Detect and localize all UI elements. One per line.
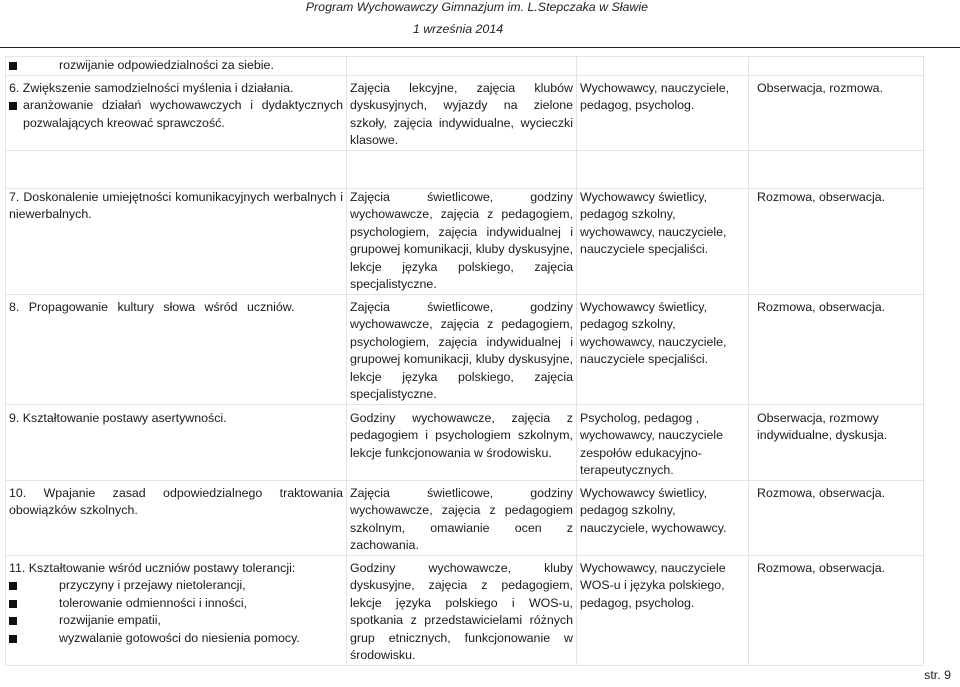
evaluation-cell (749, 555, 924, 665)
forms-cell (347, 188, 577, 294)
persons-cell (577, 404, 749, 480)
forms-text: Godziny wychowawcze, zajęcia z pedagogiem i psychologiem szkolnym, lekcje funkcjonowania w środowisku. (350, 410, 573, 460)
forms-cell (347, 404, 577, 480)
square-bullet-icon (9, 617, 17, 625)
persons-text: Wychowawcy, nauczyciele WOS-u i języka polskiego, pedagog, psycholog. (580, 560, 726, 610)
goal-title: 9. Kształtowanie postawy asertywności. (9, 410, 227, 425)
square-bullet-icon (9, 600, 17, 608)
header-title: Program Wychowawczy Gimnazjum im. L.Stepczaka w Sławie (305, 0, 648, 14)
table-row (6, 294, 924, 404)
square-bullet-icon (9, 635, 17, 643)
persons-text: Psycholog, pedagog , wychowawcy, nauczyciele zespołów edukacyjno-terapeutycznych. (580, 410, 724, 477)
goal-title: 6. Zwiększenie samodzielności myślenia i działania. (9, 80, 294, 95)
persons-text: Wychowawcy świetlicy, pedagog szkolny, nauczyciele, wychowawcy. (580, 485, 727, 535)
bullet-item (9, 630, 343, 648)
goal-title: 10. Wpajanie zasad odpowiedzialnego traktowania obowiązków szkolnych. (9, 485, 343, 517)
page-number: str. 9 (924, 668, 951, 682)
goal-bullet-text: tolerowanie odmienności i inności, (59, 595, 248, 610)
bullet-item (9, 612, 343, 630)
header-date: 1 września 2014 (412, 22, 504, 36)
evaluation-cell (749, 404, 924, 480)
table-row (6, 404, 924, 480)
forms-cell (347, 57, 577, 76)
bullet-item (9, 595, 343, 613)
bullet-item (9, 577, 343, 595)
evaluation-text: Obserwacja, rozmowy indywidualne, dyskusja. (757, 410, 888, 442)
persons-cell (577, 75, 749, 150)
square-bullet-icon (9, 62, 17, 70)
evaluation-cell (749, 188, 924, 294)
table-row (6, 480, 924, 555)
table-row (6, 188, 924, 294)
forms-cell (347, 75, 577, 150)
persons-cell (577, 57, 749, 76)
persons-cell (577, 188, 749, 294)
evaluation-cell (749, 75, 924, 150)
goal-title: 11. Kształtowanie wśród uczniów postawy tolerancji: (9, 560, 296, 575)
forms-cell (347, 294, 577, 404)
evaluation-cell (749, 480, 924, 555)
forms-text: Zajęcia świetlicowe, godziny wychowawcze, zajęcia z pedagogiem, psychologiem, zajęcia indywidualnej i grupowej komunikacji, kluby dyskusyjne, lekcje języka polskiego, zajęcia specjalistyczne. (350, 299, 573, 401)
goal-cell (6, 555, 347, 665)
forms-text: Zajęcia lekcyjne, zajęcia klubów dyskusyjnych, wyjazdy na zielone szkoły, zajęcia indywidualne, wycieczki klasowe. (350, 80, 573, 147)
evaluation-text: Rozmowa, obserwacja. (757, 560, 886, 575)
goal-bullet-text: aranżowanie działań wychowawczych i dydaktycznych pozwalających kreować sprawczość. (23, 98, 343, 130)
evaluation-cell (749, 294, 924, 404)
goal-text: rozwijanie odpowiedzialności za siebie. (59, 58, 274, 72)
evaluation-text: Rozmowa, obserwacja. (757, 189, 886, 204)
square-bullet-icon (9, 102, 17, 110)
header-divider (0, 47, 960, 48)
goal-cell (6, 188, 347, 294)
forms-cell (347, 555, 577, 665)
goal-cell (6, 404, 347, 480)
forms-cell (347, 480, 577, 555)
goal-cell (6, 57, 347, 76)
goal-bullet-text: rozwijanie empatii, (59, 613, 161, 627)
table-row (6, 57, 924, 76)
forms-text: Zajęcia świetlicowe, godziny wychowawcze, zajęcia z pedagogiem szkolnym, omawianie ocen z zachowania. (350, 485, 573, 552)
forms-text: Zajęcia świetlicowe, godziny wychowawcze, zajęcia z pedagogiem, psychologiem, zajęcia indywidualnej i grupowej komunikacji, kluby dyskusyjne, lekcje języka polskiego, zajęcia specjalistyczne. (350, 189, 573, 291)
square-bullet-icon (9, 582, 17, 590)
goal-title: 7. Doskonalenie umiejętności komunikacyjnych werbalnych i niewerbalnych. (9, 189, 343, 221)
goal-bullet-text: wyzwalanie gotowości do niesienia pomocy. (59, 630, 300, 645)
evaluation-cell (749, 57, 924, 76)
goal-cell (6, 75, 347, 150)
evaluation-text: Rozmowa, obserwacja. (757, 299, 886, 314)
program-table (5, 56, 924, 666)
persons-cell (577, 480, 749, 555)
evaluation-text: Rozmowa, obserwacja. (757, 485, 886, 500)
table-row (6, 555, 924, 665)
persons-text: Wychowawcy, nauczyciele, pedagog, psycholog. (580, 80, 730, 112)
table-row (6, 75, 924, 150)
goal-cell (6, 294, 347, 404)
spacer-row (6, 150, 924, 188)
bullet-item (9, 57, 343, 75)
persons-text: Wychowawcy świetlicy, pedagog szkolny, wychowawcy, nauczyciele, nauczyciele specjaliści. (580, 299, 727, 366)
goal-bullet-text: przyczyny i przejawy nietolerancji, (59, 578, 246, 592)
goal-cell (6, 480, 347, 555)
evaluation-text: Obserwacja, rozmowa. (757, 80, 884, 95)
goal-title: 8. Propagowanie kultury słowa wśród uczniów. (9, 299, 295, 314)
bullet-item (9, 97, 343, 132)
persons-text: Wychowawcy świetlicy, pedagog szkolny, wychowawcy, nauczyciele, nauczyciele specjaliści. (580, 189, 727, 256)
persons-cell (577, 555, 749, 665)
forms-text: Godziny wychowawcze, kluby dyskusyjne, zajęcia z pedagogiem, lekcje języka polskiego i WOS-u, spotkania z przedstawicielami różnych grup etnicznych, funkcjonowanie w środowisku. (350, 560, 573, 662)
persons-cell (577, 294, 749, 404)
